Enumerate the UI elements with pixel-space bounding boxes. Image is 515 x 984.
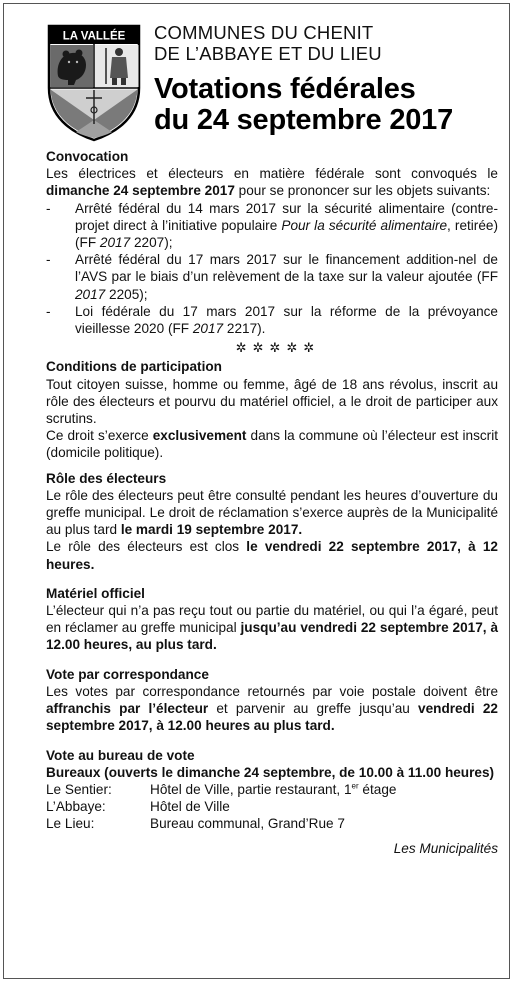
item-year: 2017: [75, 286, 106, 302]
communes-line-2: DE L’ABBAYE ET DU LIEU: [154, 43, 382, 64]
polling-place-row: [46, 781, 498, 798]
ordinal-suffix: er: [351, 781, 359, 791]
item-text: 2205);: [105, 286, 148, 302]
convocation-intro: [46, 165, 498, 199]
place-name: L’Abbaye:: [46, 799, 106, 815]
place-location: Hôtel de Ville: [150, 799, 230, 815]
text: et parvenir au greffe jusqu’au: [208, 701, 419, 717]
text: étage: [358, 781, 397, 797]
place-location: [150, 781, 396, 798]
materiel-paragraph: [46, 602, 498, 654]
communes-line-1: COMMUNES DU CHENIT: [154, 22, 374, 43]
item-italic: Pour la sécurité alimentaire: [281, 217, 448, 233]
place-location: Bureau communal, Grand’Rue 7: [150, 816, 345, 832]
place-name: Le Lieu:: [46, 816, 95, 832]
bureau-heading: Vote au bureau de vote: [46, 747, 195, 763]
item-text: 2207);: [130, 235, 173, 251]
list-item: [46, 251, 498, 303]
notice-header: [46, 20, 496, 148]
page-title: [154, 74, 453, 136]
correspondance-paragraph: [46, 683, 498, 735]
conditions-paragraph-2: [46, 427, 498, 461]
title-line-2: du 24 septembre 2017: [154, 104, 454, 136]
role-heading: Rôle des électeurs: [46, 470, 167, 486]
role-paragraph: [46, 487, 498, 539]
place-name: Le Sentier:: [46, 781, 112, 797]
polling-place-row: [46, 815, 498, 832]
list-item: [46, 200, 498, 252]
item-year: 2017: [192, 321, 224, 337]
text: Le rôle des électeurs peut être consulté pendant les heures d’ouverture du greffe municipal. Le droit de réclamation s’exerce auprès de la Municipalité au plus tard: [46, 487, 498, 538]
bold-text: le mardi 19 septembre 2017.: [120, 522, 303, 538]
text: Hôtel de Ville, partie restaurant, 1: [150, 781, 352, 797]
list-dash: -: [46, 303, 51, 319]
notice-body: [46, 148, 498, 857]
item-text: Arrêté fédéral du 17 mars 2017 sur le financement addition-nel de l’AVS par le biais d’un relèvement de la taxe sur la valeur ajoutée (FF: [75, 252, 498, 285]
intro-text: Les électrices et électeurs en matière fédérale sont convoqués le: [46, 166, 498, 182]
bold-text: affranchis par l’électeur: [46, 701, 209, 717]
item-text: Loi fédérale du 17 mars 2017 sur la réforme de la prévoyance vieillesse 2020 (FF: [75, 303, 498, 337]
conditions-heading: Conditions de participation: [46, 359, 222, 375]
intro-date: dimanche 24 septembre 2017: [46, 183, 235, 199]
item-text: , retirée) (FF: [75, 217, 498, 251]
la-vallee-crest-logo: [46, 24, 142, 142]
text: Les votes par correspondance retournés par voie postale doivent être: [46, 683, 498, 699]
separator-stars: ✲✲✲✲✲: [235, 340, 321, 356]
list-item: [46, 303, 498, 337]
text: dans la commune où l’électeur est inscrit (domicile politique).: [46, 428, 498, 461]
list-dash: -: [46, 252, 51, 268]
conditions-paragraph: Tout citoyen suisse, homme ou femme, âgé de 18 ans révolus, inscrit au rôle des électeurs et pourvu du matériel officiel, a le droit de participer aux scrutins.: [46, 376, 498, 427]
bureau-hours: Bureaux (ouverts le dimanche 24 septembre, de 10.00 à 11.00 heures): [46, 764, 495, 780]
item-text: 2217).: [223, 321, 266, 337]
polling-place-row: [46, 798, 498, 815]
ballot-items-list: [46, 200, 498, 338]
bold-text: vendredi 22 septembre 2017, à 12.00 heures au plus tard.: [46, 701, 498, 734]
list-dash: -: [46, 200, 51, 216]
item-year: 2017: [99, 235, 131, 251]
bold-text: jusqu’au vendredi 22 septembre 2017, à 12.00 heures, au plus tard.: [46, 620, 498, 653]
role-paragraph-2: [46, 538, 498, 572]
text: L’électeur qui n’a pas reçu tout ou partie du matériel, ou qui l’a égaré, peut en réclamer au greffe municipal: [46, 603, 498, 636]
signature: Les Municipalités: [393, 840, 498, 856]
bold-text: exclusivement: [152, 428, 247, 444]
correspondance-heading: Vote par correspondance: [46, 666, 209, 682]
bold-text: le vendredi 22 septembre 2017, à 12 heures.: [46, 539, 498, 572]
convocation-heading: Convocation: [46, 149, 129, 164]
intro-text-end: pour se prononcer sur les objets suivants:: [234, 183, 491, 199]
materiel-heading: Matériel officiel: [46, 585, 145, 601]
text: Ce droit s’exerce: [46, 428, 153, 444]
title-line-1: Votations fédérales: [154, 73, 416, 105]
item-text: Arrêté fédéral du 14 mars 2017 sur la sécurité alimentaire (contre-projet direct à l’initiative populaire: [75, 200, 498, 233]
text: Le rôle des électeurs est clos: [46, 539, 247, 555]
crest-text: LA VALLÉE: [62, 30, 126, 43]
